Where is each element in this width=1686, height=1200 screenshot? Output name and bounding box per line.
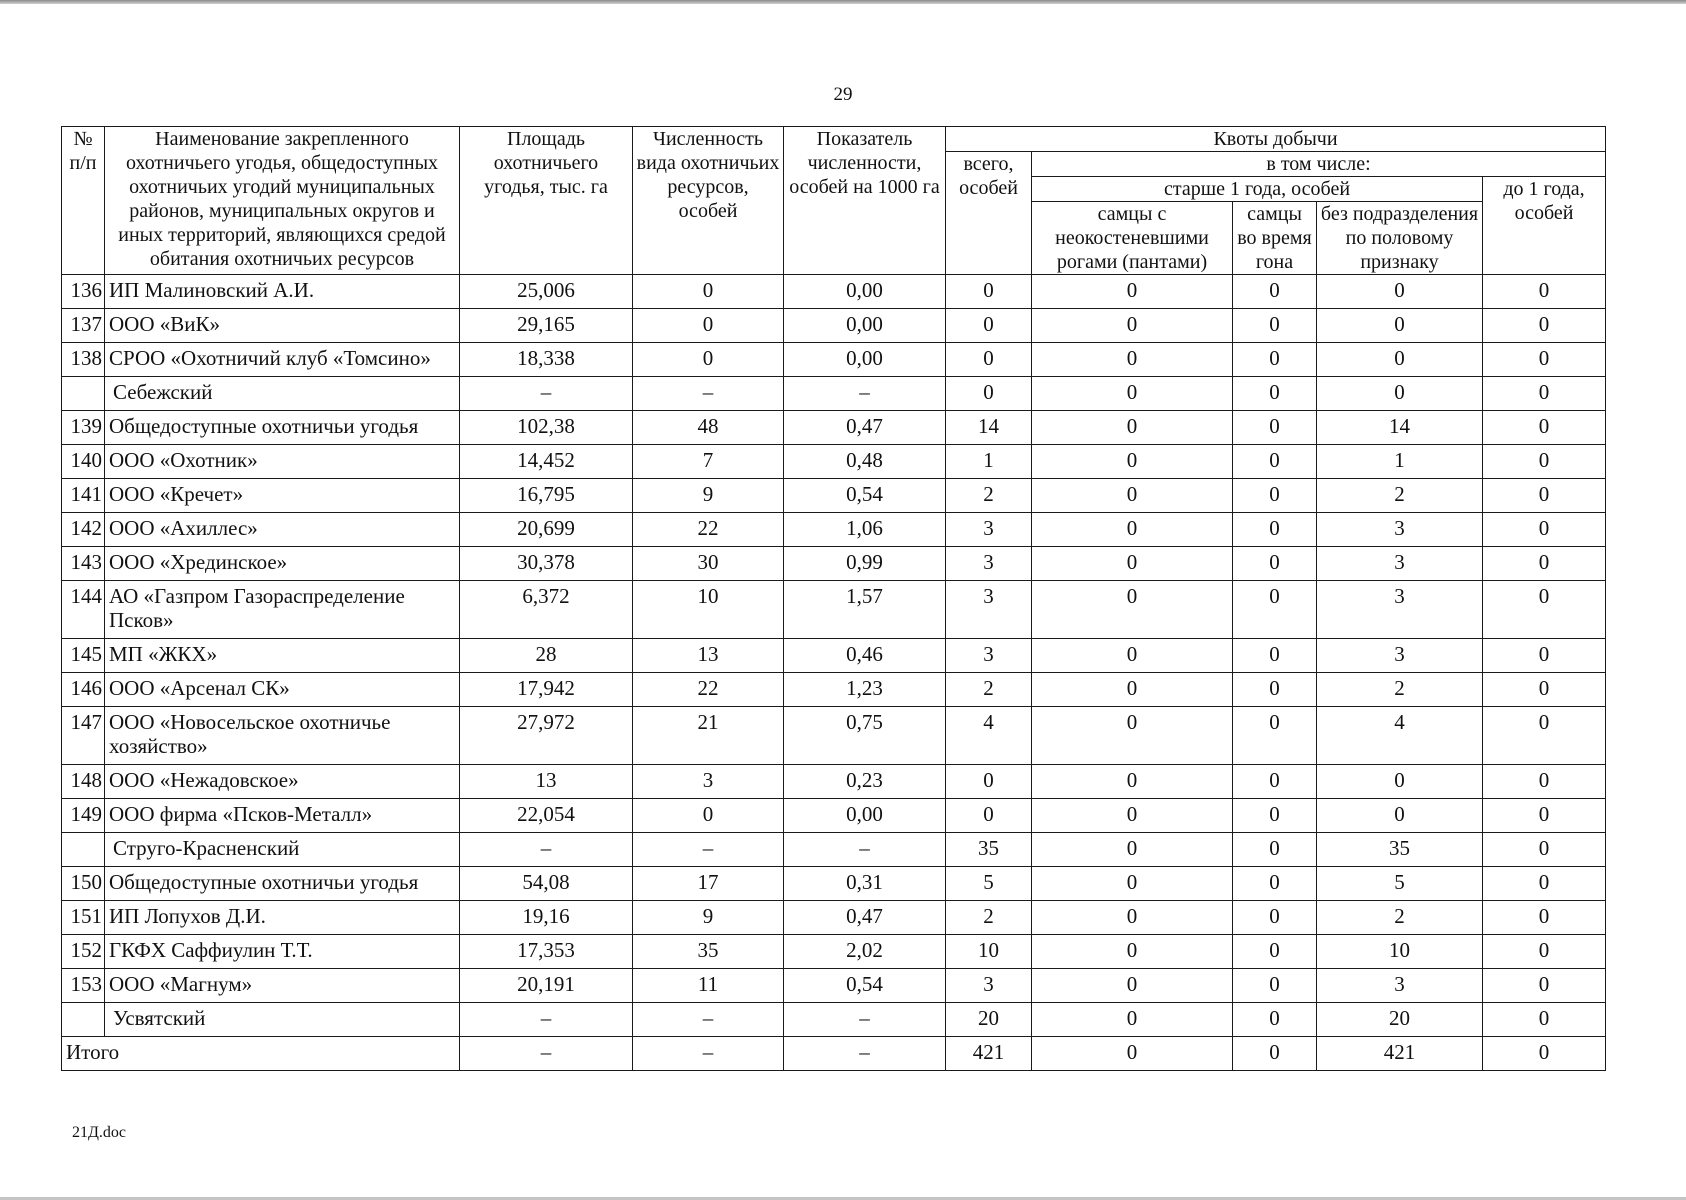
totals-area: – — [460, 1037, 633, 1071]
cell-density: 0,31 — [784, 867, 946, 901]
cell-name: ООО «Охотник» — [105, 445, 460, 479]
cell-males-antlers: 0 — [1032, 639, 1233, 673]
table-row — [62, 935, 1606, 969]
cell-name: АО «Газпром Газораспределение Псков» — [105, 581, 460, 639]
cell-num — [62, 377, 105, 411]
cell-no-sex: 3 — [1317, 513, 1483, 547]
cell-density: 0,23 — [784, 765, 946, 799]
cell-area: 28 — [460, 639, 633, 673]
table-row — [62, 799, 1606, 833]
cell-num: 140 — [62, 445, 105, 479]
cell-males-rut: 0 — [1233, 935, 1317, 969]
cell-males-antlers: 0 — [1032, 799, 1233, 833]
cell-population: 0 — [633, 799, 784, 833]
cell-num: 148 — [62, 765, 105, 799]
cell-density: 0,54 — [784, 969, 946, 1003]
cell-area: 13 — [460, 765, 633, 799]
table-row — [62, 411, 1606, 445]
cell-males-antlers: 0 — [1032, 309, 1233, 343]
cell-males-antlers: 0 — [1032, 765, 1233, 799]
cell-total: 3 — [946, 581, 1032, 639]
cell-population: – — [633, 1003, 784, 1037]
cell-area: 17,353 — [460, 935, 633, 969]
cell-males-rut: 0 — [1233, 479, 1317, 513]
cell-total: 0 — [946, 309, 1032, 343]
cell-total: 3 — [946, 547, 1032, 581]
cell-population: 22 — [633, 513, 784, 547]
cell-name: Себежский — [105, 377, 460, 411]
cell-population: 9 — [633, 901, 784, 935]
cell-males-antlers: 0 — [1032, 343, 1233, 377]
table-row — [62, 309, 1606, 343]
totals-males-antlers: 0 — [1032, 1037, 1233, 1071]
cell-males-antlers: 0 — [1032, 833, 1233, 867]
cell-total: 0 — [946, 799, 1032, 833]
cell-under-one: 0 — [1483, 639, 1606, 673]
table-row — [62, 867, 1606, 901]
cell-area: 29,165 — [460, 309, 633, 343]
totals-under-one: 0 — [1483, 1037, 1606, 1071]
cell-males-rut: 0 — [1233, 901, 1317, 935]
header-males-rut: самцы во время гона — [1233, 202, 1317, 275]
cell-under-one: 0 — [1483, 969, 1606, 1003]
cell-no-sex: 5 — [1317, 867, 1483, 901]
cell-density: 0,47 — [784, 901, 946, 935]
cell-under-one: 0 — [1483, 547, 1606, 581]
cell-name: ИП Малиновский А.И. — [105, 275, 460, 309]
cell-no-sex: 2 — [1317, 673, 1483, 707]
cell-area: 19,16 — [460, 901, 633, 935]
header-population: Численность вида охотничьих ресурсов, особей — [633, 127, 784, 275]
table-row — [62, 479, 1606, 513]
cell-area: 20,699 — [460, 513, 633, 547]
cell-name: МП «ЖКХ» — [105, 639, 460, 673]
cell-num: 146 — [62, 673, 105, 707]
cell-males-antlers: 0 — [1032, 547, 1233, 581]
cell-males-rut: 0 — [1233, 547, 1317, 581]
cell-males-rut: 0 — [1233, 343, 1317, 377]
header-no-sex-split: без подразделения по половому признаку — [1317, 202, 1483, 275]
cell-males-rut: 0 — [1233, 639, 1317, 673]
cell-density: 0,00 — [784, 275, 946, 309]
cell-population: 0 — [633, 275, 784, 309]
table-row — [62, 445, 1606, 479]
cell-no-sex: 0 — [1317, 377, 1483, 411]
footer-filename: 21Д.doc — [72, 1124, 127, 1141]
cell-area: 25,006 — [460, 275, 633, 309]
table-row — [62, 673, 1606, 707]
cell-total: 2 — [946, 479, 1032, 513]
cell-name: Струго-Красненский — [105, 833, 460, 867]
table-row — [62, 969, 1606, 1003]
cell-num: 150 — [62, 867, 105, 901]
cell-area: 30,378 — [460, 547, 633, 581]
cell-density: 0,99 — [784, 547, 946, 581]
cell-males-antlers: 0 — [1032, 935, 1233, 969]
cell-num: 142 — [62, 513, 105, 547]
cell-males-rut: 0 — [1233, 1003, 1317, 1037]
cell-num: 147 — [62, 707, 105, 765]
cell-males-antlers: 0 — [1032, 969, 1233, 1003]
totals-no-sex: 421 — [1317, 1037, 1483, 1071]
cell-density: 0,00 — [784, 309, 946, 343]
table-totals — [62, 1037, 1606, 1071]
cell-num: 143 — [62, 547, 105, 581]
totals-males-rut: 0 — [1233, 1037, 1317, 1071]
cell-area: 22,054 — [460, 799, 633, 833]
cell-males-rut: 0 — [1233, 581, 1317, 639]
header-total: всего, особей — [946, 152, 1032, 275]
cell-population: 0 — [633, 309, 784, 343]
header-quotas: Квоты добычи — [946, 127, 1606, 152]
cell-area: – — [460, 833, 633, 867]
table-row — [62, 343, 1606, 377]
table-row — [62, 513, 1606, 547]
cell-name: СРОО «Охотничий клуб «Томсино» — [105, 343, 460, 377]
cell-no-sex: 1 — [1317, 445, 1483, 479]
cell-area: 20,191 — [460, 969, 633, 1003]
cell-name: Общедоступные охотничьи угодья — [105, 411, 460, 445]
cell-no-sex: 2 — [1317, 479, 1483, 513]
header-males-antlers: самцы с неокостеневшими рогами (пантами) — [1032, 202, 1233, 275]
cell-males-rut: 0 — [1233, 969, 1317, 1003]
cell-area: – — [460, 1003, 633, 1037]
table-body — [62, 275, 1606, 1037]
cell-total: 0 — [946, 343, 1032, 377]
cell-density: 0,75 — [784, 707, 946, 765]
cell-num: 136 — [62, 275, 105, 309]
cell-name: ООО «Магнум» — [105, 969, 460, 1003]
cell-population: – — [633, 377, 784, 411]
cell-males-rut: 0 — [1233, 275, 1317, 309]
header-older: старше 1 года, особей — [1032, 177, 1483, 202]
cell-population: 35 — [633, 935, 784, 969]
cell-population: 10 — [633, 581, 784, 639]
cell-males-rut: 0 — [1233, 411, 1317, 445]
cell-males-rut: 0 — [1233, 513, 1317, 547]
cell-males-rut: 0 — [1233, 377, 1317, 411]
cell-males-rut: 0 — [1233, 799, 1317, 833]
cell-population: 7 — [633, 445, 784, 479]
cell-no-sex: 2 — [1317, 901, 1483, 935]
cell-population: 0 — [633, 343, 784, 377]
district-row — [62, 1003, 1606, 1037]
cell-num: 138 — [62, 343, 105, 377]
cell-total: 2 — [946, 901, 1032, 935]
cell-population: 21 — [633, 707, 784, 765]
cell-under-one: 0 — [1483, 275, 1606, 309]
cell-under-one: 0 — [1483, 1003, 1606, 1037]
table-row — [62, 639, 1606, 673]
cell-males-rut: 0 — [1233, 309, 1317, 343]
cell-total: 4 — [946, 707, 1032, 765]
cell-name: ООО «Хрединское» — [105, 547, 460, 581]
cell-population: 22 — [633, 673, 784, 707]
cell-males-rut: 0 — [1233, 445, 1317, 479]
cell-under-one: 0 — [1483, 309, 1606, 343]
cell-name: ООО «Арсенал СК» — [105, 673, 460, 707]
header-name: Наименование закрепленного охотничьего угодья, общедоступных охотничьих угодий муниципальных районов, муниципальных округов и иных территорий, являющихся средой обитания охотничьих ресурсов — [105, 127, 460, 275]
totals-population: – — [633, 1037, 784, 1071]
cell-name: ООО «Ахиллес» — [105, 513, 460, 547]
cell-males-antlers: 0 — [1032, 275, 1233, 309]
cell-males-antlers: 0 — [1032, 479, 1233, 513]
cell-no-sex: 0 — [1317, 799, 1483, 833]
header-num: № п/п — [62, 127, 105, 275]
cell-name: ООО фирма «Псков-Металл» — [105, 799, 460, 833]
cell-name: ООО «Нежадовское» — [105, 765, 460, 799]
cell-no-sex: 35 — [1317, 833, 1483, 867]
cell-males-rut: 0 — [1233, 673, 1317, 707]
cell-population: – — [633, 833, 784, 867]
cell-num: 144 — [62, 581, 105, 639]
cell-population: 13 — [633, 639, 784, 673]
cell-no-sex: 3 — [1317, 969, 1483, 1003]
cell-under-one: 0 — [1483, 799, 1606, 833]
cell-total: 5 — [946, 867, 1032, 901]
cell-name: ООО «ВиК» — [105, 309, 460, 343]
cell-density: 1,06 — [784, 513, 946, 547]
cell-males-rut: 0 — [1233, 765, 1317, 799]
scan-top-edge — [0, 0, 1686, 4]
cell-population: 48 — [633, 411, 784, 445]
cell-total: 10 — [946, 935, 1032, 969]
cell-num: 153 — [62, 969, 105, 1003]
cell-no-sex: 20 — [1317, 1003, 1483, 1037]
cell-under-one: 0 — [1483, 411, 1606, 445]
cell-name: ООО «Новосельское охотничье хозяйство» — [105, 707, 460, 765]
cell-density: 0,54 — [784, 479, 946, 513]
cell-under-one: 0 — [1483, 867, 1606, 901]
cell-males-rut: 0 — [1233, 833, 1317, 867]
cell-num: 145 — [62, 639, 105, 673]
cell-males-antlers: 0 — [1032, 867, 1233, 901]
header-under-one: до 1 года, особей — [1483, 177, 1606, 275]
cell-population: 17 — [633, 867, 784, 901]
cell-density: 0,48 — [784, 445, 946, 479]
cell-total: 3 — [946, 969, 1032, 1003]
cell-num — [62, 1003, 105, 1037]
cell-males-antlers: 0 — [1032, 1003, 1233, 1037]
cell-density: – — [784, 377, 946, 411]
cell-total: 0 — [946, 275, 1032, 309]
cell-males-rut: 0 — [1233, 707, 1317, 765]
cell-no-sex: 0 — [1317, 309, 1483, 343]
cell-no-sex: 3 — [1317, 547, 1483, 581]
totals-row — [62, 1037, 1606, 1071]
cell-num: 137 — [62, 309, 105, 343]
cell-area: – — [460, 377, 633, 411]
totals-density: – — [784, 1037, 946, 1071]
cell-males-antlers: 0 — [1032, 901, 1233, 935]
cell-name: Общедоступные охотничьи угодья — [105, 867, 460, 901]
cell-population: 3 — [633, 765, 784, 799]
cell-area: 14,452 — [460, 445, 633, 479]
cell-under-one: 0 — [1483, 707, 1606, 765]
cell-under-one: 0 — [1483, 343, 1606, 377]
page-number: 29 — [833, 84, 853, 105]
cell-under-one: 0 — [1483, 445, 1606, 479]
cell-under-one: 0 — [1483, 673, 1606, 707]
cell-density: 1,23 — [784, 673, 946, 707]
cell-name: ИП Лопухов Д.И. — [105, 901, 460, 935]
cell-density: 0,00 — [784, 799, 946, 833]
cell-under-one: 0 — [1483, 581, 1606, 639]
cell-num: 139 — [62, 411, 105, 445]
cell-num: 151 — [62, 901, 105, 935]
table-row — [62, 275, 1606, 309]
cell-total: 20 — [946, 1003, 1032, 1037]
cell-density: 0,47 — [784, 411, 946, 445]
cell-name: ООО «Кречет» — [105, 479, 460, 513]
cell-num: 149 — [62, 799, 105, 833]
table-header — [62, 127, 1606, 275]
cell-males-antlers: 0 — [1032, 707, 1233, 765]
cell-under-one: 0 — [1483, 935, 1606, 969]
cell-density: – — [784, 1003, 946, 1037]
cell-area: 6,372 — [460, 581, 633, 639]
cell-population: 9 — [633, 479, 784, 513]
cell-num — [62, 833, 105, 867]
cell-name: Усвятский — [105, 1003, 460, 1037]
cell-males-antlers: 0 — [1032, 411, 1233, 445]
district-row — [62, 833, 1606, 867]
cell-num: 141 — [62, 479, 105, 513]
totals-label: Итого — [62, 1037, 460, 1071]
cell-density: 0,00 — [784, 343, 946, 377]
cell-males-antlers: 0 — [1032, 673, 1233, 707]
table-row — [62, 581, 1606, 639]
cell-no-sex: 4 — [1317, 707, 1483, 765]
cell-density: 2,02 — [784, 935, 946, 969]
cell-under-one: 0 — [1483, 479, 1606, 513]
cell-total: 0 — [946, 377, 1032, 411]
district-row — [62, 377, 1606, 411]
cell-population: 30 — [633, 547, 784, 581]
cell-area: 16,795 — [460, 479, 633, 513]
header-area: Площадь охотничьего угодья, тыс. га — [460, 127, 633, 275]
cell-no-sex: 10 — [1317, 935, 1483, 969]
cell-total: 3 — [946, 513, 1032, 547]
cell-males-antlers: 0 — [1032, 445, 1233, 479]
cell-males-antlers: 0 — [1032, 377, 1233, 411]
cell-males-rut: 0 — [1233, 867, 1317, 901]
cell-under-one: 0 — [1483, 901, 1606, 935]
cell-density: 1,57 — [784, 581, 946, 639]
cell-total: 3 — [946, 639, 1032, 673]
cell-under-one: 0 — [1483, 513, 1606, 547]
cell-no-sex: 0 — [1317, 275, 1483, 309]
cell-area: 17,942 — [460, 673, 633, 707]
cell-area: 102,38 — [460, 411, 633, 445]
cell-total: 0 — [946, 765, 1032, 799]
header-density: Показатель численности, особей на 1000 га — [784, 127, 946, 275]
totals-total: 421 — [946, 1037, 1032, 1071]
cell-under-one: 0 — [1483, 833, 1606, 867]
cell-under-one: 0 — [1483, 765, 1606, 799]
cell-total: 14 — [946, 411, 1032, 445]
cell-num: 152 — [62, 935, 105, 969]
cell-area: 18,338 — [460, 343, 633, 377]
quota-table — [61, 126, 1606, 1071]
cell-no-sex: 0 — [1317, 343, 1483, 377]
header-including: в том числе: — [1032, 152, 1606, 177]
cell-no-sex: 14 — [1317, 411, 1483, 445]
cell-population: 11 — [633, 969, 784, 1003]
table-row — [62, 547, 1606, 581]
cell-density: 0,46 — [784, 639, 946, 673]
cell-males-antlers: 0 — [1032, 513, 1233, 547]
cell-area: 27,972 — [460, 707, 633, 765]
cell-total: 2 — [946, 673, 1032, 707]
cell-total: 35 — [946, 833, 1032, 867]
cell-name: ГКФХ Саффиулин Т.Т. — [105, 935, 460, 969]
cell-no-sex: 3 — [1317, 581, 1483, 639]
table-row — [62, 901, 1606, 935]
cell-males-antlers: 0 — [1032, 581, 1233, 639]
cell-under-one: 0 — [1483, 377, 1606, 411]
table-row — [62, 707, 1606, 765]
cell-no-sex: 3 — [1317, 639, 1483, 673]
cell-total: 1 — [946, 445, 1032, 479]
cell-area: 54,08 — [460, 867, 633, 901]
cell-no-sex: 0 — [1317, 765, 1483, 799]
table-row — [62, 765, 1606, 799]
cell-density: – — [784, 833, 946, 867]
